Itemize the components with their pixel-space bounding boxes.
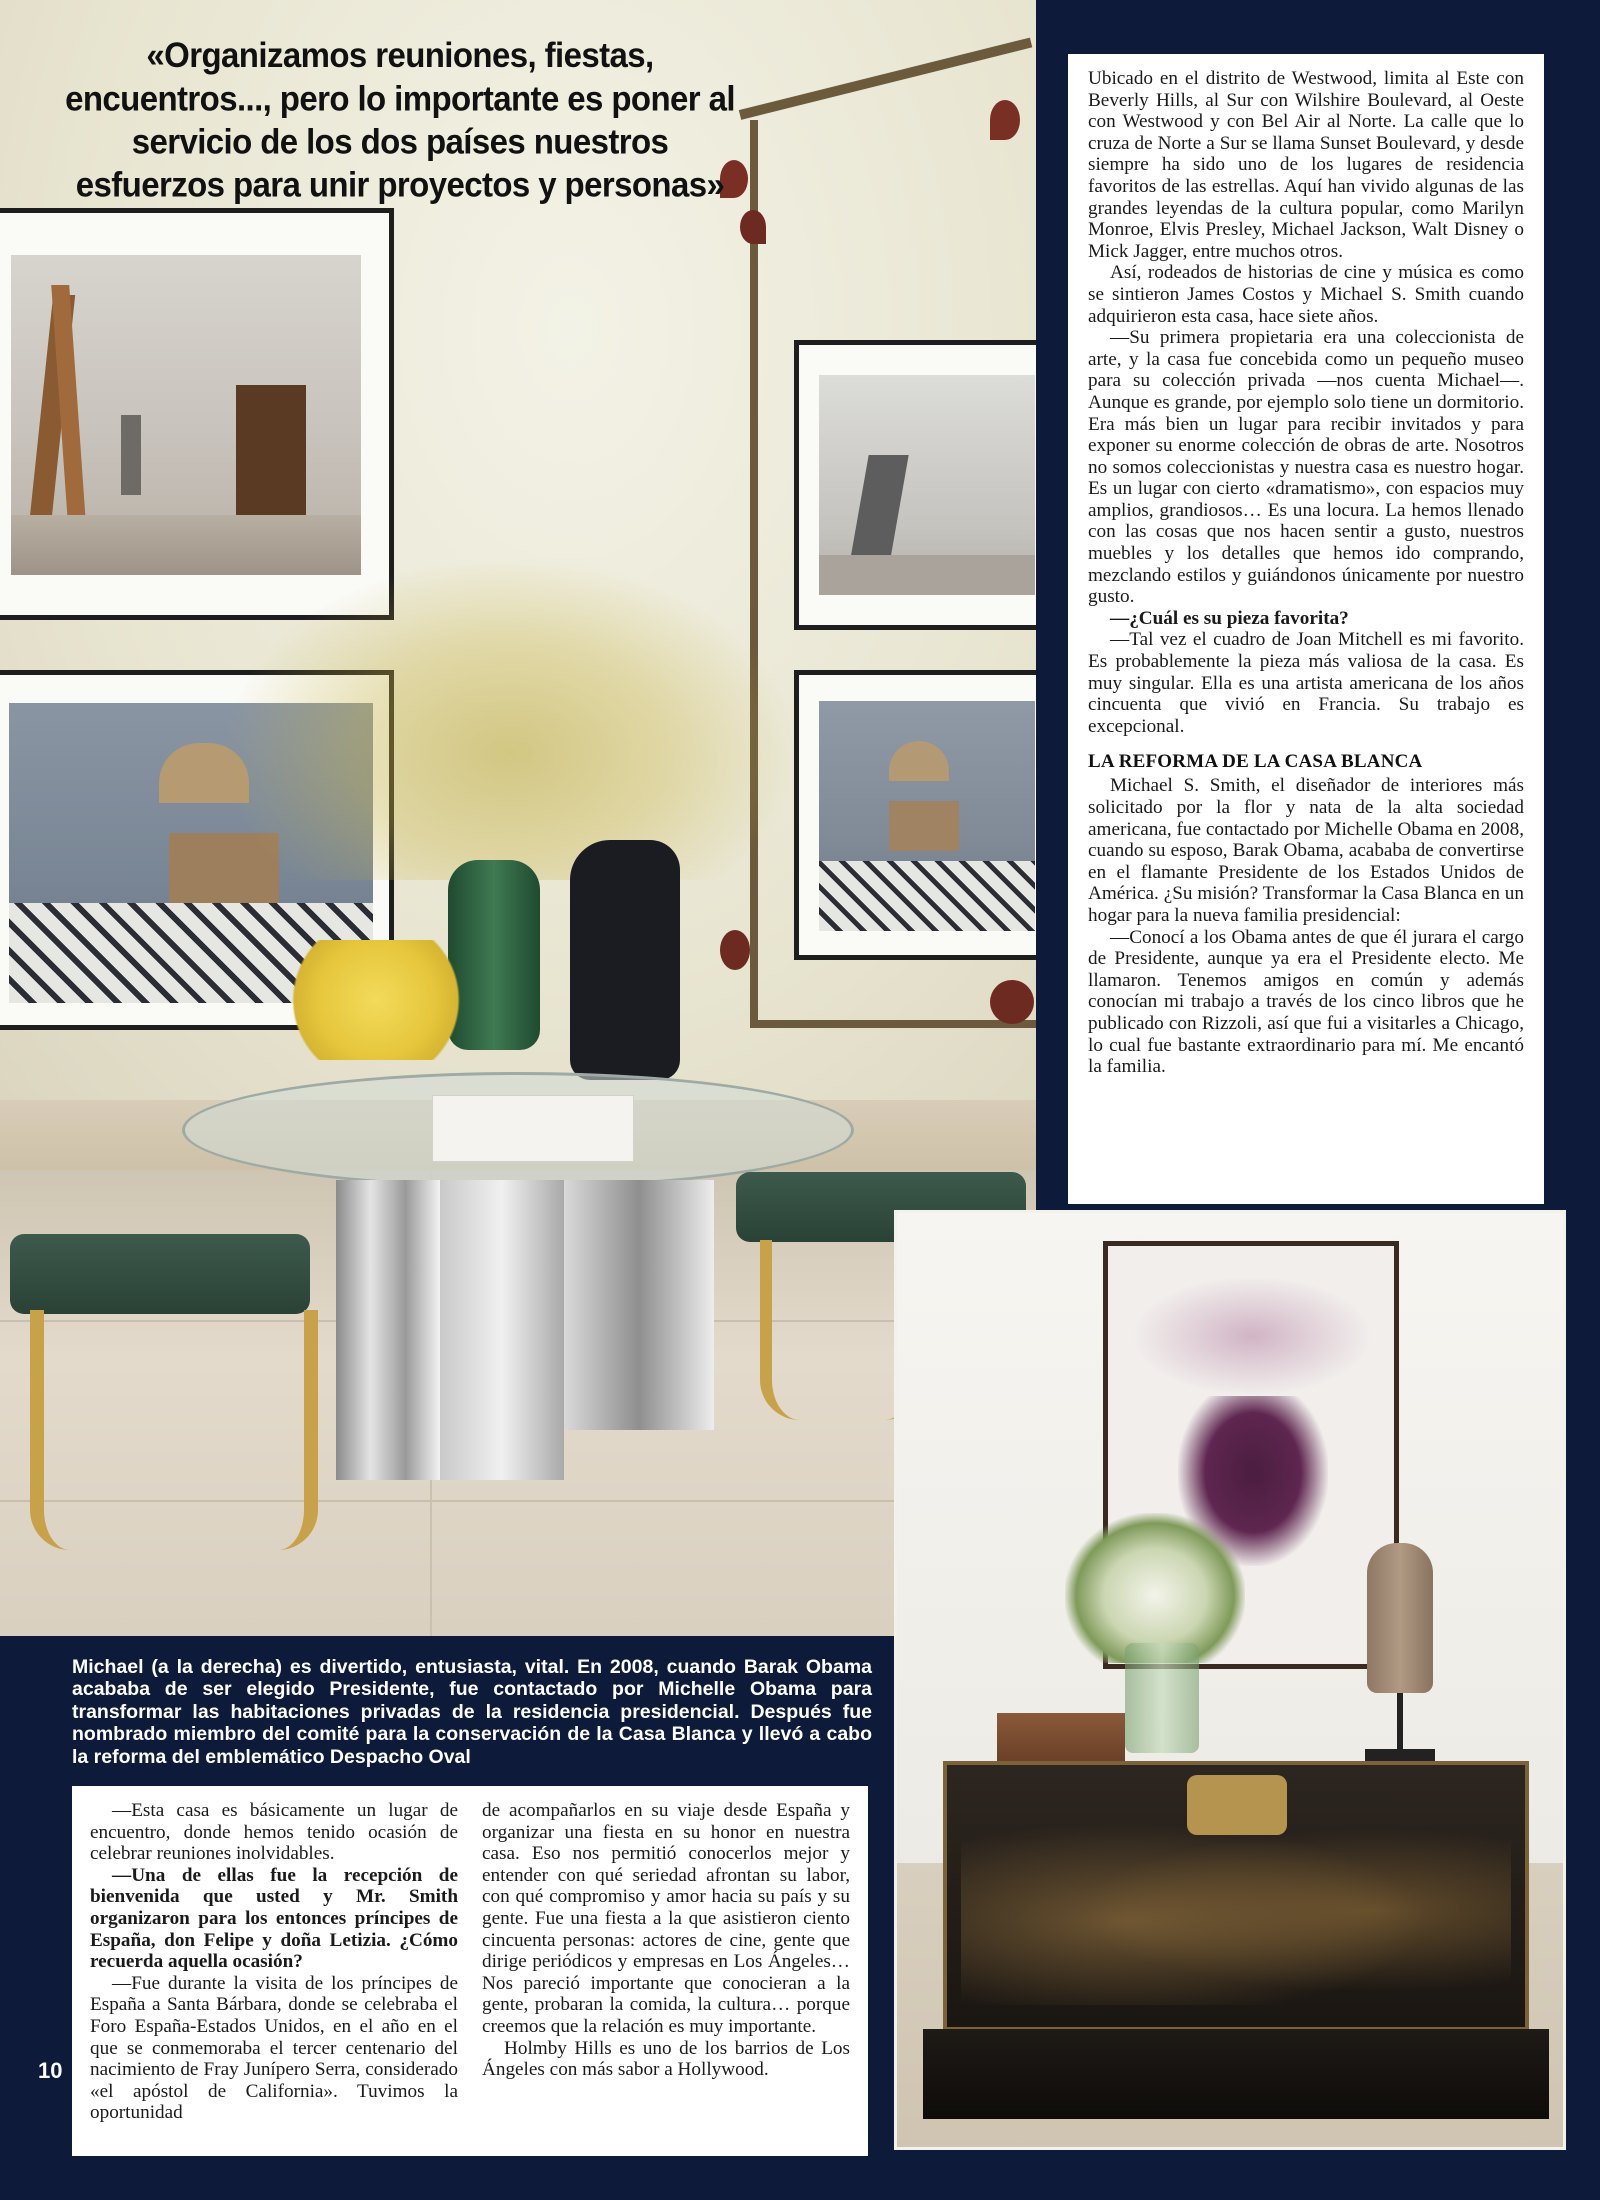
framed-photograph-1 — [0, 208, 394, 620]
text-column-right — [482, 1800, 850, 2146]
glass-vase — [1125, 1643, 1199, 1753]
section-heading: LA REFORMA DE LA CASA BLANCA — [1088, 751, 1423, 773]
paragraph: Así, rodeados de historias de cine y música es como se sintieron James Costos y Michael S. Smith cuando adquirieron esta casa, hace siete años. — [1088, 262, 1524, 327]
wooden-box — [997, 1713, 1125, 1763]
interview-question: —¿Cuál es su pieza favorita? — [1110, 607, 1349, 629]
white-flower-bouquet — [1065, 1513, 1245, 1663]
sculpture-base — [1365, 1749, 1435, 1761]
mirrored-table-base — [564, 1180, 714, 1430]
photo-caption: Michael (a la derecha) es divertido, entusiasta, vital. En 2008, cuando Barak Obama acababa de ser elegido Presidente, fue contactado por Michelle Obama para transformar las habitaciones privadas de la residencia presidencial. Después fue nombrado miembro del comité para la conservación de la Casa Blanca y llevó a cabo la reforma del emblemático Despacho Oval — [72, 1656, 872, 1768]
yellow-branches — [230, 560, 790, 880]
mirrored-table-base — [440, 1180, 564, 1480]
sculpture-stand — [1397, 1693, 1403, 1753]
chinoiserie-chest — [943, 1761, 1529, 2031]
paragraph: de acompañarlos en su viaje desde España y organizar una fiesta en su honor en nuestra casa. Eso nos permitió conocerlos mejor y entender con qué seriedad afrontan su labor, con qué compromiso y amor hacia su país y su gente. Fue una fiesta a la que asistieron ciento cincuenta personas: actores de cine, gente que dirige periódicos y empresas en Los Ángeles… Nos pareció importante que conocieran a la gente, probaran la comida, la cultura… porque creemos que la relación es muy importante. — [482, 1800, 850, 2037]
brass-stool-legs — [30, 1310, 318, 1550]
paragraph: Ubicado en el distrito de Westwood, limita al Este con Beverly Hills, al Sur con Wilshire Boulevard, al Oeste con Westwood y con Bel Air al Norte. La calle que lo cruza de Norte a Sur se llama Sunset Boulevard, y desde siempre ha sido uno de los lugares de residencia favoritos de las estrellas. Aquí han vivido algunas de las grandes leyendas de la cultura popular, como Marilyn Monroe, Elvis Presley, Michael Jackson, Walt Disney o Mick Jagger, entre muchos otros. — [1088, 68, 1524, 262]
leaf-ornament — [720, 930, 750, 970]
torso-sculpture — [1367, 1543, 1433, 1693]
chest-stand — [923, 2029, 1549, 2119]
leaf-ornament — [740, 210, 766, 244]
velvet-stool-left — [10, 1234, 310, 1314]
lacquer-chest-photo — [894, 1210, 1566, 2150]
article-body — [1088, 68, 1524, 737]
yellow-roses — [276, 940, 476, 1060]
pull-quote: «Organizamos reuniones, fiestas, encuentros..., pero lo importante es poner al servicio de los dos países nuestros esfuerzos para unir proyectos y personas» — [65, 34, 735, 205]
paragraph: —Fue durante la visita de los príncipes de España a Santa Bárbara, donde se celebraba el Foro España-Estados Unidos, en el año en el que se conmemoraba el tercer centenario del nacimiento de Fray Junípero Serra, considerado «el apóstol de California». Tuvimos la oportunidad — [90, 1972, 458, 2124]
paragraph: Holmby Hills es uno de los barrios de Los Ángeles con más sabor a Hollywood. — [482, 2037, 850, 2081]
interview-question: —Una de ellas fue la recepción de bienvenida que usted y Mr. Smith organizaron para los entonces príncipes de España, don Felipe y doña Letizia. ¿Cómo recuerda aquella ocasión? — [90, 1864, 458, 1973]
paragraph: —Su primera propietaria era una coleccionista de arte, y la casa fue concebida como un pequeño museo para su colección privada —nos cuenta Michael—. Aunque es grande, por ejemplo solo tiene un dormitorio. Era más bien un lugar para recibir invitados y para exponer su enorme colección de obras de arte. Nosotros no somos coleccionistas y nuestra casa es nuestro hogar. Es un lugar con cierto «dramatismo», con espacios muy amplios, grandiosos… Es una locura. La hemos llenado con las cosas que nos hacen sentir a gusto, nuestros muebles y los detalles que hemos ido comprando, mezclando estilos y guiándonos únicamente por nuestro gusto. — [1088, 327, 1524, 608]
mirrored-table-base — [336, 1180, 440, 1480]
article-column-right — [1068, 54, 1544, 1204]
text-column-left — [90, 1800, 458, 2146]
ornate-mirror-frame — [750, 120, 1036, 1028]
paragraph: —Conocí a los Obama antes de que él jurara el cargo de Presidente, aunque ya era el Presidente electo. Me llamaron. Tenemos amigos en común y además conocían mi trabajo a través de los cinco libros que he publicado con Rizzoli, así que fui a visitarles a Chicago, lo cual fue bastante extraordinario para mí. Me encantó la familia. — [1088, 926, 1524, 1078]
white-books — [432, 1095, 634, 1162]
leaf-ornament — [990, 980, 1034, 1024]
paragraph: —Tal vez el cuadro de Joan Mitchell es mi favorito. Es probablemente la pieza más valiosa de la casa. Es muy singular. Ella es una artista americana de los años cincuenta que vivió en Francia. Su trabajo es excepcional. — [1088, 629, 1524, 737]
article-columns-bottom — [72, 1786, 868, 2156]
article-body — [1088, 775, 1524, 1077]
leaf-ornament — [990, 100, 1020, 140]
living-room-photo — [0, 0, 1036, 1636]
page-number: 10 — [38, 2058, 63, 2083]
paragraph: Michael S. Smith, el diseñador de interiores más solicitado por la flor y nata de la alta sociedad americana, fue contactado por Michelle Obama en 2008, cuando su esposo, Barak Obama, acababa de convertirse en el flamante Presidente de los Estados Unidos de América. ¿Su misión? Transformar la Casa Blanca en un hogar para la nueva familia presidencial: — [1088, 775, 1524, 926]
paragraph: —Esta casa es básicamente un lugar de encuentro, donde hemos tenido ocasión de celebrar reuniones inolvidables. — [90, 1800, 458, 1865]
black-sculpture — [570, 840, 680, 1080]
